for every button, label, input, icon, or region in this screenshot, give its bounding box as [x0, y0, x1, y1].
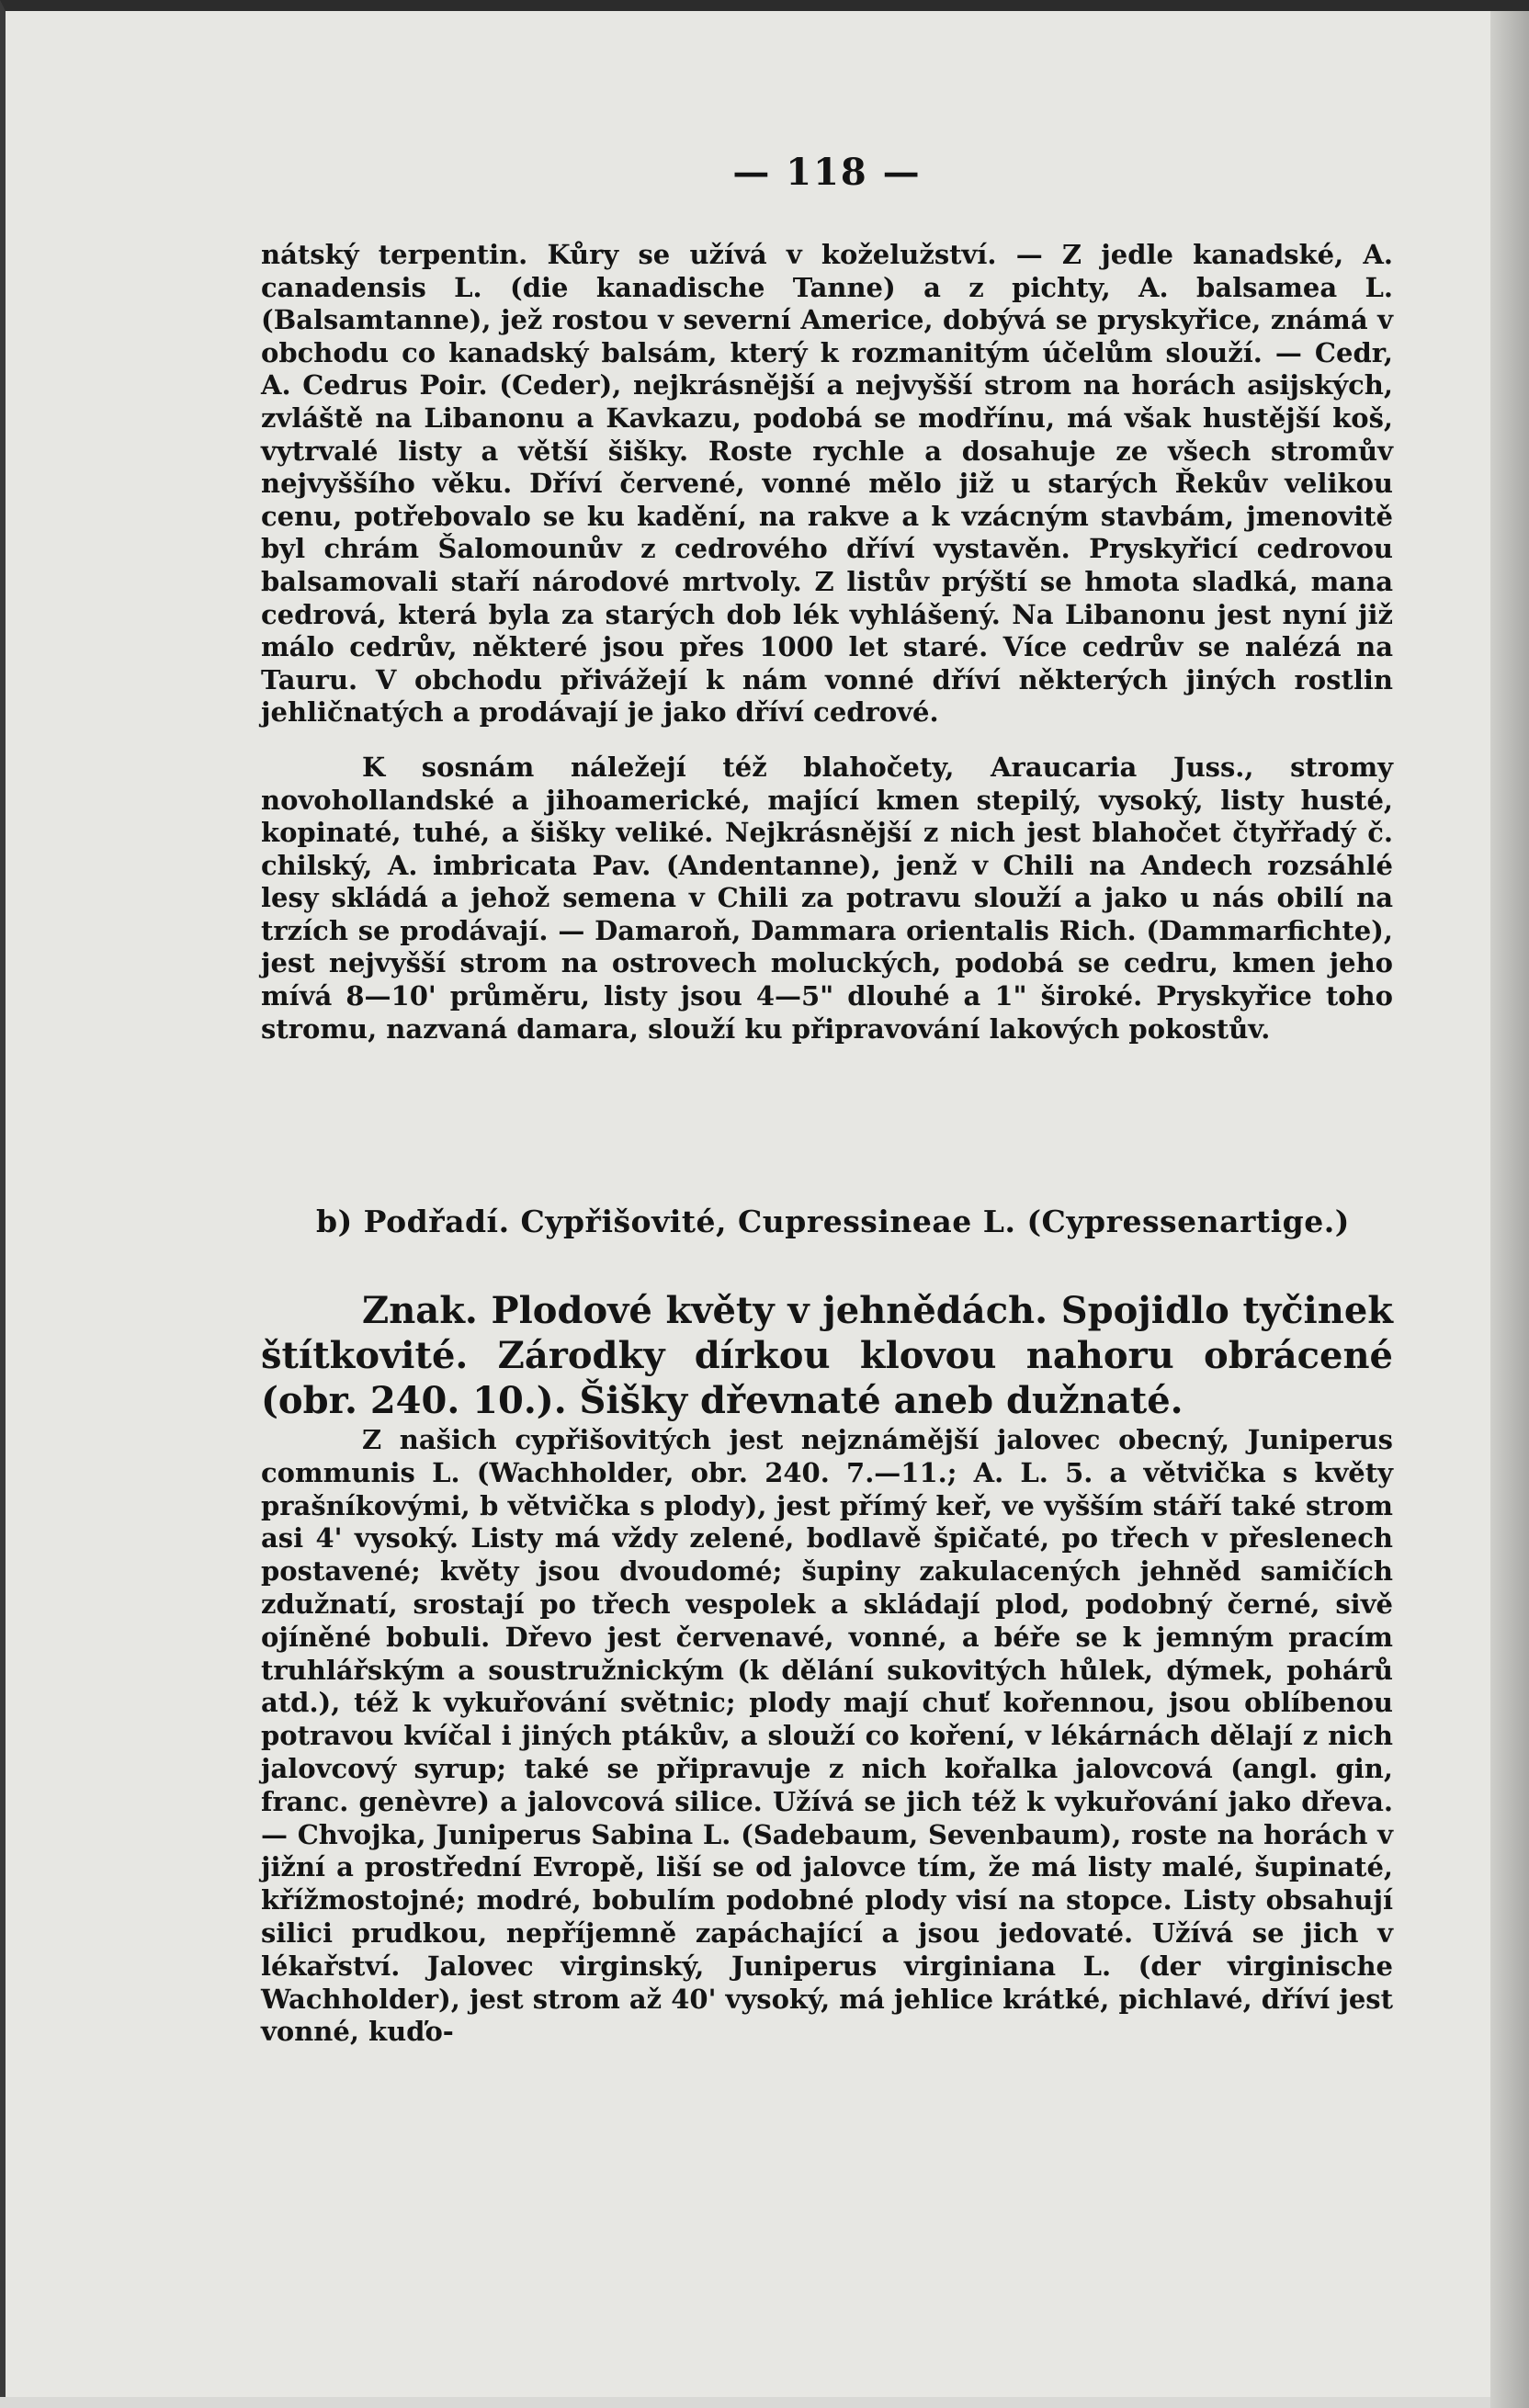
- paragraph-juniper: Z našich cypřišovitých jest nejznámější jalovec obecný, Juniperus communis L. (Wachholder, obr. 240. 7.—11.; A. L. 5. a větvička s květy prašníkovými, b větvička s plody), jest přímý keř, ve vyšším stáří také strom asi 4' vysoký. Listy má vždy zelené, bodlavě špičaté, po třech v přeslenech postavené; květy jsou dvoudomé; šupiny zakulacených jehněd samičích zdužnatí, srostají po třech vespolek a skládají plod, podobný černé, sivě ojíněné bobuli. Dřevo jest červenavé, vonné, a béře se k jemným pracím truhlářským a soustružnickým (k dělání sukovitých hůlek, dýmek, pohárů atd.), též k vykuřování světnic; plody mají chuť kořennou, jsou oblíbenou potravou kvíčal i jiných ptákův, a slouží co koření, v lékárnách dělají z nich jalovcový syrup; také se připravuje z nich kořalka jalovcová (angl. gin, franc. genèvre) a jalovcová silice. Užívá se jich též k vykuřování jako dřeva. — Chvojka, Juniperus Sabina L. (Sadebaum, Sevenbaum), roste na horách v jižní a prostřední Evropě, liší se od jalovce tím, že má listy malé, šupinaté, křížmostojné; modré, bobulím podobné plody visí na stopce. Listy obsahují silici prudkou, nepříjemně zapáchající a jsou jedovaté. Užívá se jich v lékařství. Jalovec virginský, Juniperus virginiana L. (der virginische Wachholder), jest strom až 40' vysoký, má jehlice krátké, pichlavé, dříví jest vonné, kuďo-: [261, 1424, 1393, 2048]
- paragraph-fir-cedar: nátský terpentin. Kůry se užívá v koželužství. — Z jedle kanadské, A. canadensis L. (die kanadische Tanne) a z pichty, A. balsamea L. (Balsamtanne), jež rostou v severní Americe, dobývá se pryskyřice, známá v obchodu co kanadský balsám, který k rozmanitým účelům slouží. — Cedr, A. Cedrus Poir. (Ceder), nejkrásnější a nejvyšší strom na horách asijských, zvláště na Libanonu a Kavkazu, podobá se modřínu, má však hustější koš, vytrvalé listy a větší šišky. Roste rychle a dosahuje ze všech stromův nejvyššího věku. Dříví červené, vonné mělo již u starých Řekův velikou cenu, potřebovalo se ku kadění, na rakve a k vzácným stavbám, jmenovitě byl chrám Šalomounův z cedrového dříví vystavěn. Pryskyřicí cedrovou balsamovali staří národové mrtvoly. Z listův prýští se hmota sladká, mana cedrová, která byla za starých dob lék vyhlášený. Na Libanonu jest nyní již málo cedrův, některé jsou přes 1000 let staré. Více cedrův se nalézá na Tauru. V obchodu přivážejí k nám vonné dříví některých jiných rostlin jehličnatých a prodávají je jako dříví cedrové.: [261, 239, 1393, 729]
- page-edge-shadow: [1490, 11, 1529, 2408]
- lower-text-block: [261, 1424, 1393, 2049]
- upper-text-block: [261, 239, 1393, 1046]
- section-subheading: b) Podřadí. Cypřišovité, Cupressineae L. (Cypressenartige.): [316, 1204, 1350, 1239]
- znak-characteristics: Znak. Plodové květy v jehnědách. Spojidlo tyčinek štítkovité. Zárodky dírkou klovou nahoru obrácené (obr. 240. 10.). Šišky dřevnaté aneb dužnaté.: [261, 1289, 1393, 1422]
- page-number: — 118 —: [732, 151, 922, 194]
- page-content: [261, 130, 1393, 2133]
- paragraph-araucaria: K sosnám náležejí též blahočety, Araucaria Juss., stromy novohollandské a jihoamerické, mající kmen stepilý, vysoký, listy husté, kopinaté, tuhé, a šišky veliké. Nejkrásnější z nich jest blahočet čtyřřadý č. chilský, A. imbricata Pav. (Andentanne), jenž v Chili na Andech rozsáhlé lesy skládá a jehož semena v Chili za potravu slouží a jako u nás obilí na trzích se prodávají. — Damaroň, Dammara orientalis Rich. (Dammarfichte), jest nejvyšší strom na ostrovech moluckých, podobá se cedru, kmen jeho mívá 8—10' průměru, listy jsou 4—5" dlouhé a 1" široké. Pryskyřice toho stromu, nazvaná damara, slouží ku připravování lakových pokostův.: [261, 751, 1393, 1045]
- znak-block: [261, 1288, 1393, 1423]
